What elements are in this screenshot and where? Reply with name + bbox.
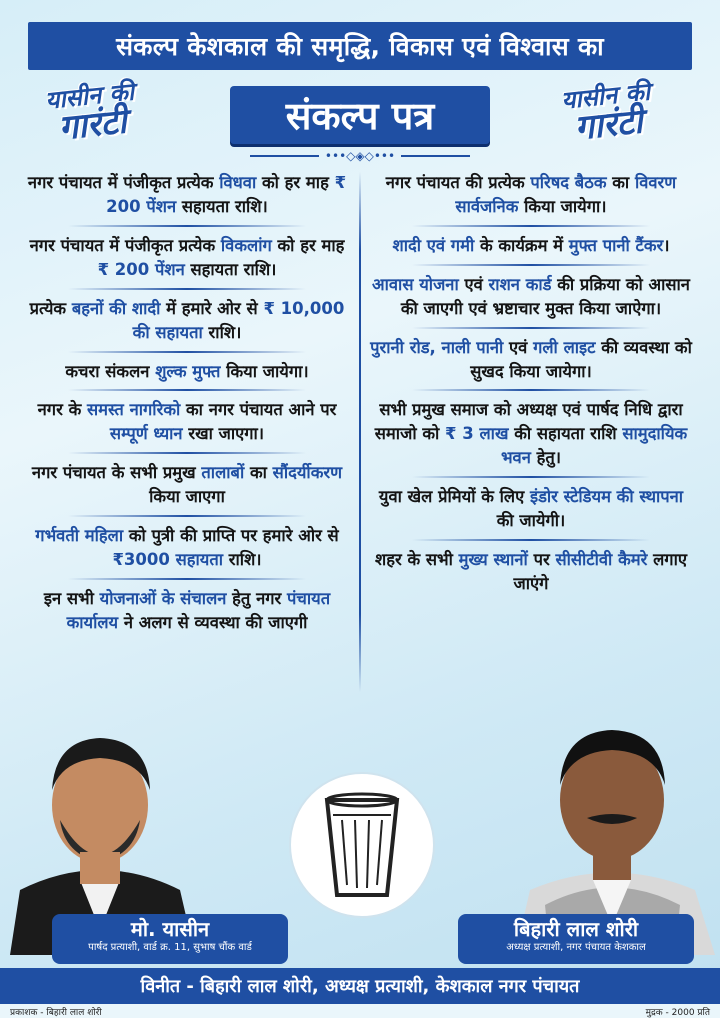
highlight-text: शादी एवं गमी — [392, 235, 475, 255]
promise-text: एवं — [458, 274, 489, 294]
promise-text: सहायता राशि। — [184, 259, 277, 279]
guarantee-badge-left — [9, 76, 175, 162]
item-divider — [412, 225, 650, 227]
promise-text: हेतु। — [530, 448, 562, 468]
promise-item — [366, 395, 696, 476]
promise-text: में हमारे ओर से — [160, 298, 264, 318]
print-count-text: मुद्रक - 2000 प्रति — [645, 1007, 710, 1018]
highlight-text: पुरानी रोड, नाली पानी — [370, 337, 504, 357]
promise-text: को पुत्री की प्राप्ति पर हमारे ओर से — [123, 526, 339, 546]
highlight-text: आवास योजना — [372, 274, 459, 294]
promise-item — [366, 168, 696, 225]
item-divider — [68, 225, 306, 227]
highlight-text: राशन कार्ड — [488, 274, 552, 294]
promise-text: । — [663, 235, 670, 255]
candidate-role: अध्यक्ष प्रत्याशी, नगर पंचायत केशकाल — [506, 942, 646, 953]
highlight-text: योजनाओं के संचालन — [99, 588, 227, 608]
promise-text: नगर पंचायत में पंजीकृत प्रत्येक — [29, 235, 221, 255]
promise-text: नगर पंचायत के सभी प्रमुख — [31, 463, 202, 483]
highlight-text: परिषद बैठक — [530, 173, 607, 192]
item-divider — [68, 578, 306, 580]
title-ornament: •••◇◈◇••• — [250, 148, 470, 164]
promise-text: के कार्यक्रम में — [474, 235, 569, 255]
item-divider — [412, 539, 650, 541]
promise-item — [22, 395, 352, 452]
badge-line2: गारंटी — [56, 101, 129, 149]
promise-text: की प्रक्रिया को आसान की जाएगी एवं भ्रष्टाचार मुक्त किया जाऐगा। — [400, 274, 690, 318]
promise-text: का — [606, 173, 635, 192]
promise-text: पर — [527, 550, 556, 570]
highlight-text: सामुदायिक भवन — [500, 424, 688, 468]
guarantee-badge-right — [525, 76, 691, 162]
promise-text: इन सभी — [43, 588, 100, 608]
highlight-text: विवरण सार्वजनिक — [455, 173, 677, 216]
highlight-text: ₹ 3 लाख — [445, 424, 509, 444]
footer — [0, 1004, 720, 1018]
promise-text: किया जाएगा — [149, 487, 225, 507]
promise-text: की सहायता राशि — [508, 424, 623, 444]
promise-item — [366, 333, 696, 390]
promise-text: की जायेगी। — [496, 511, 566, 531]
highlight-text: गली लाइट — [533, 337, 596, 357]
promise-text: नगर पंचायत की प्रत्येक — [385, 173, 531, 192]
promise-item — [22, 294, 352, 351]
promise-item — [366, 545, 696, 602]
highlight-text: सीसीटीवी कैमरे — [555, 550, 648, 570]
highlight-text: ₹ 10,000 की सहायता — [132, 298, 345, 342]
promise-text: प्रत्येक — [29, 298, 72, 318]
promise-text: की व्यवस्था को सुखद किया जायेगा। — [470, 337, 692, 381]
left-promise-list — [22, 168, 352, 641]
item-divider — [68, 452, 306, 454]
promise-text: का नगर पंचायत आने पर — [180, 400, 337, 420]
candidate-nameplate-right — [458, 914, 694, 964]
highlight-text: गर्भवती महिला — [35, 526, 124, 546]
highlight-text: बहनों की शादी — [71, 298, 161, 318]
promise-text: लगाए जाएंगे — [513, 550, 687, 593]
promise-text: ने अलग से व्यवस्था की जाएगी — [118, 612, 308, 632]
promise-item — [22, 458, 352, 515]
bottom-strip: विनीत - बिहारी लाल शोरी, अध्यक्ष प्रत्याशी, केशकाल नगर पंचायत — [0, 968, 720, 1004]
promise-text: हेतु नगर — [226, 588, 288, 608]
highlight-text: इंडोर स्टेडियम की स्थापना — [529, 487, 684, 507]
promise-text: को हर माह — [256, 173, 335, 192]
right-promise-list — [366, 168, 696, 602]
page-title: संकल्प पत्र — [230, 86, 490, 144]
glass-icon — [287, 770, 437, 920]
promise-text: युवा खेल प्रेमियों के लिए — [378, 487, 530, 507]
promise-item — [366, 482, 696, 539]
promise-text: किया जायेगा। — [220, 361, 309, 381]
promise-item — [22, 231, 352, 288]
item-divider — [68, 515, 306, 517]
promise-text: नगर पंचायत में पंजीकृत प्रत्येक — [27, 173, 220, 192]
badge-line1: यासीन की — [559, 77, 652, 115]
item-divider — [68, 351, 306, 353]
promise-text: कचरा संकलन — [65, 361, 156, 381]
highlight-text: विकलांग — [220, 235, 272, 255]
item-divider — [412, 327, 650, 329]
highlight-text: तालाबों — [201, 463, 245, 483]
promise-text: का — [244, 463, 273, 483]
highlight-text: ₹ 200 पेंशन — [97, 259, 185, 279]
promise-item — [22, 357, 352, 390]
highlight-text: मुख्य स्थानों — [458, 550, 528, 570]
highlight-text: मुफ्त पानी टैंकर — [568, 235, 664, 255]
highlight-text: विधवा — [219, 173, 257, 192]
item-divider — [412, 264, 650, 266]
item-divider — [412, 389, 650, 391]
promise-text: सहायता राशि। — [176, 196, 268, 216]
promise-item — [22, 584, 352, 641]
promise-text: राशि। — [223, 550, 262, 570]
promise-text: रखा जाएगा। — [182, 424, 265, 444]
item-divider — [412, 476, 650, 478]
promise-text: एवं — [503, 337, 534, 357]
item-divider — [68, 288, 306, 290]
badge-line2: गारंटी — [572, 101, 645, 149]
candidate-name: मो. यासीन — [130, 917, 210, 941]
highlight-text: सम्पूर्ण ध्यान — [109, 424, 183, 444]
highlight-text: समस्त नागरिको — [86, 400, 181, 420]
candidate-name: बिहारी लाल शोरी — [513, 917, 639, 941]
promise-item — [22, 521, 352, 578]
highlight-text: सौंदर्यीकरण — [272, 463, 343, 483]
promise-text: शहर के सभी — [374, 550, 459, 570]
publisher-text: प्रकाशक - बिहारी लाल शोरी — [10, 1007, 102, 1018]
badge-line1: यासीन की — [43, 77, 136, 115]
promise-item — [366, 270, 696, 327]
promise-text: सभी प्रमुख समाज को अध्यक्ष एवं पार्षद निधि द्वारा समाजो को — [374, 400, 683, 444]
highlight-text: ₹3000 सहायता — [112, 550, 224, 570]
promise-text: नगर के — [37, 400, 87, 420]
candidate-role: पार्षद प्रत्याशी, वार्ड क्र. 11, सुभाष चौंक वार्ड — [88, 942, 252, 953]
promise-text: राशि। — [202, 322, 242, 342]
top-banner: संकल्प केशकाल की समृद्धि, विकास एवं विश्वास का — [28, 22, 692, 70]
promise-item — [22, 168, 352, 225]
column-divider — [359, 172, 361, 692]
promise-text: किया जायेगा। — [518, 196, 607, 216]
promise-item — [366, 231, 696, 264]
highlight-text: शुल्क मुफ्त — [155, 361, 221, 381]
highlight-text: ₹ 200 पेंशन — [106, 173, 347, 216]
candidate-nameplate-left — [52, 914, 288, 964]
promise-text: को हर माह — [271, 235, 345, 255]
item-divider — [68, 389, 306, 391]
highlight-text: पंचायत कार्यालय — [66, 588, 331, 632]
